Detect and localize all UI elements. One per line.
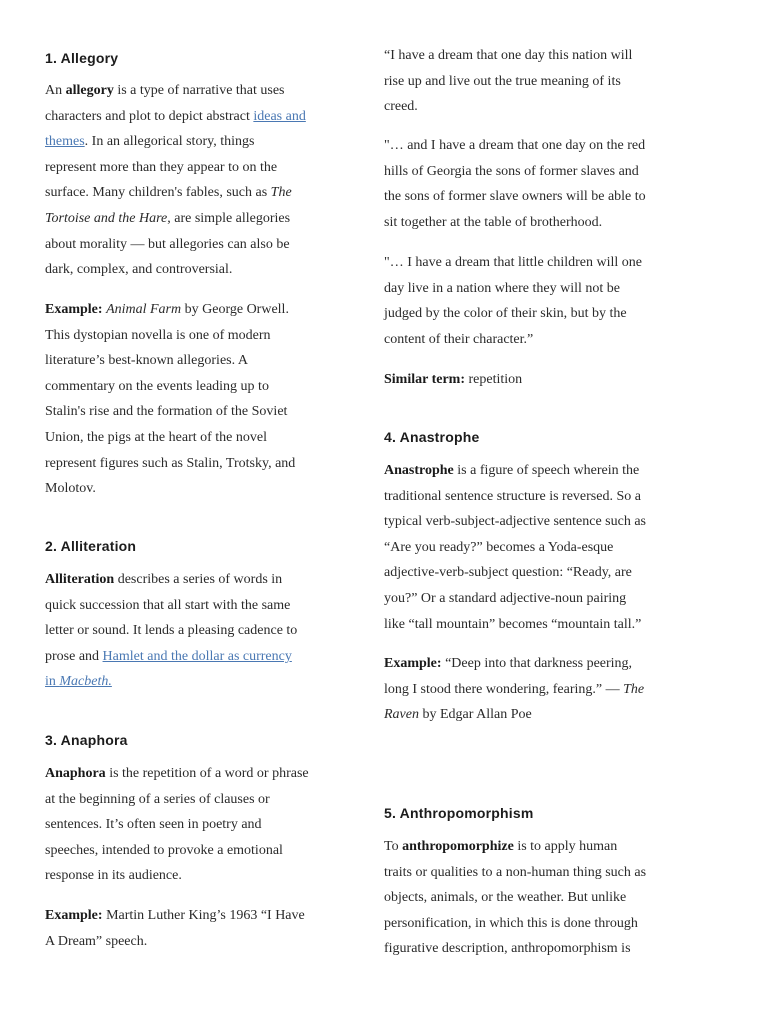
anaphora-definition bbox=[45, 761, 309, 889]
text-line: sit together at the table of brotherhood. bbox=[384, 214, 603, 230]
text-line: Molotov. bbox=[45, 481, 96, 497]
text-line: speeches, intended to provoke a emotional bbox=[45, 842, 283, 858]
text-line: long I stood there wondering, fearing.” — The bbox=[384, 681, 645, 697]
text-line: traits or qualities to a non-human thing such as bbox=[384, 864, 647, 880]
text-line: day live in a nation where they will not be bbox=[384, 280, 620, 296]
text-line: figurative description, anthropomorphism is bbox=[384, 941, 631, 957]
term-anaphora: Anaphora bbox=[45, 766, 106, 781]
text-line: personification, in which this is done through bbox=[384, 915, 638, 931]
text-line: themes. In an allegorical story, things bbox=[45, 134, 255, 150]
text-line: about morality — but allegories can also be bbox=[45, 236, 290, 252]
text-line: “I have a dream that one day this nation will bbox=[384, 48, 633, 63]
similar-term bbox=[384, 367, 522, 393]
ideas-and-themes-link-continued[interactable]: themes bbox=[45, 134, 85, 150]
text-line: prose and Hamlet and the dollar as currency bbox=[45, 648, 292, 664]
example-label: Example: bbox=[45, 908, 103, 923]
heading-anastrophe: 4. Anastrophe bbox=[384, 429, 480, 445]
text-line: content of their character.” bbox=[384, 331, 534, 347]
hamlet-dollar-link[interactable]: Hamlet and the dollar as currency bbox=[102, 648, 292, 664]
mlk-quote-2 bbox=[384, 133, 646, 235]
text-line: "… I have a dream that little children will one bbox=[384, 255, 643, 270]
text-line: you?” Or a standard adjective-noun pairing bbox=[384, 590, 627, 606]
text-line: An allegory is a type of narrative that uses bbox=[45, 83, 285, 98]
allegory-definition bbox=[45, 78, 306, 283]
text-line: Anastrophe is a figure of speech wherein the bbox=[384, 463, 640, 478]
term-anthropomorphize: anthropomorphize bbox=[402, 839, 514, 854]
text-line: at the beginning of a series of clauses or bbox=[45, 791, 270, 807]
text-line: typical verb-subject-adjective sentence such as bbox=[384, 514, 646, 530]
heading-anaphora: 3. Anaphora bbox=[45, 732, 128, 748]
term-anastrophe: Anastrophe bbox=[384, 463, 454, 478]
text-line: like “tall mountain” becomes “mountain tall.” bbox=[384, 616, 642, 632]
text-line: objects, animals, or the weather. But unlike bbox=[384, 890, 627, 906]
mlk-quote-3 bbox=[384, 250, 642, 352]
anastrophe-definition bbox=[384, 458, 646, 637]
text-line: letter or sound. It lends a pleasing cadence to bbox=[45, 623, 298, 639]
similar-term-label: Similar term: bbox=[384, 372, 465, 387]
hamlet-dollar-link-continued[interactable]: in Macbeth. bbox=[45, 674, 112, 690]
text-line: quick succession that all start with the same bbox=[45, 597, 291, 613]
text-line: Tortoise and the Hare, are simple allegories bbox=[45, 210, 291, 226]
text-line: Example: Animal Farm by George Orwell. bbox=[45, 302, 289, 317]
alliteration-definition bbox=[45, 567, 297, 695]
text-line: Example: “Deep into that darkness peering, bbox=[384, 656, 633, 671]
text-line: response in its audience. bbox=[45, 868, 182, 884]
text-line: traditional sentence structure is reversed. So a bbox=[384, 488, 641, 504]
text-line: A Dream” speech. bbox=[45, 933, 148, 949]
ideas-and-themes-link[interactable]: ideas and bbox=[253, 108, 306, 124]
text-line: creed. bbox=[384, 99, 418, 115]
text-line bbox=[384, 367, 522, 393]
text-line: Anaphora is the repetition of a word or phrase bbox=[45, 766, 309, 781]
term-alliteration: Alliteration bbox=[45, 572, 115, 587]
text-line: hills of Georgia the sons of former slaves and bbox=[384, 163, 639, 179]
anastrophe-example bbox=[384, 651, 644, 728]
heading-alliteration: 2. Alliteration bbox=[45, 538, 137, 554]
heading-allegory: 1. Allegory bbox=[45, 50, 119, 66]
text-line: sentences. It’s often seen in poetry and bbox=[45, 817, 262, 833]
mlk-quote-1 bbox=[384, 43, 632, 120]
text-line: represent more than they appear to on the bbox=[45, 159, 278, 175]
example-label: Example: bbox=[384, 656, 442, 671]
text-line: “Are you ready?” becomes a Yoda-esque bbox=[384, 539, 614, 555]
anaphora-example bbox=[45, 903, 305, 954]
text-line: Alliteration describes a series of words in bbox=[45, 572, 283, 587]
text-line: Raven by Edgar Allan Poe bbox=[384, 707, 532, 723]
term-allegory: allegory bbox=[65, 83, 114, 98]
similar-term-value: repetition bbox=[465, 372, 523, 387]
text-line: Union, the pigs at the heart of the novel bbox=[45, 429, 267, 445]
text-line: "… and I have a dream that one day on the red bbox=[384, 138, 646, 153]
text-line: adjective-verb-subject question: “Ready, are bbox=[384, 565, 632, 581]
text-line: judged by the color of their skin, but by the bbox=[384, 306, 627, 322]
text-line: This dystopian novella is one of modern bbox=[45, 327, 271, 343]
text-line: To anthropomorphize is to apply human bbox=[384, 839, 618, 854]
example-label: Example: bbox=[45, 302, 103, 317]
text-line: Stalin's rise and the formation of the Soviet bbox=[45, 404, 288, 420]
heading-anthropomorphism: 5. Anthropomorphism bbox=[384, 805, 534, 821]
text-line: dark, complex, and controversial. bbox=[45, 262, 233, 278]
text-line bbox=[45, 669, 297, 695]
text-line: characters and plot to depict abstract ideas and bbox=[45, 108, 306, 124]
anthropomorphism-definition bbox=[384, 834, 646, 962]
allegory-example bbox=[45, 297, 295, 502]
text-line: rise up and live out the true meaning of its bbox=[384, 73, 621, 89]
text-line: literature’s best-known allegories. A bbox=[45, 353, 248, 369]
text-line: commentary on the events leading up to bbox=[45, 378, 269, 394]
text-line: surface. Many children's fables, such as The bbox=[45, 185, 292, 201]
text-line: Example: Martin Luther King’s 1963 “I Have bbox=[45, 908, 305, 923]
text-line: the sons of former slave owners will be able to bbox=[384, 189, 646, 205]
text-line: represent figures such as Stalin, Trotsky, and bbox=[45, 455, 296, 471]
